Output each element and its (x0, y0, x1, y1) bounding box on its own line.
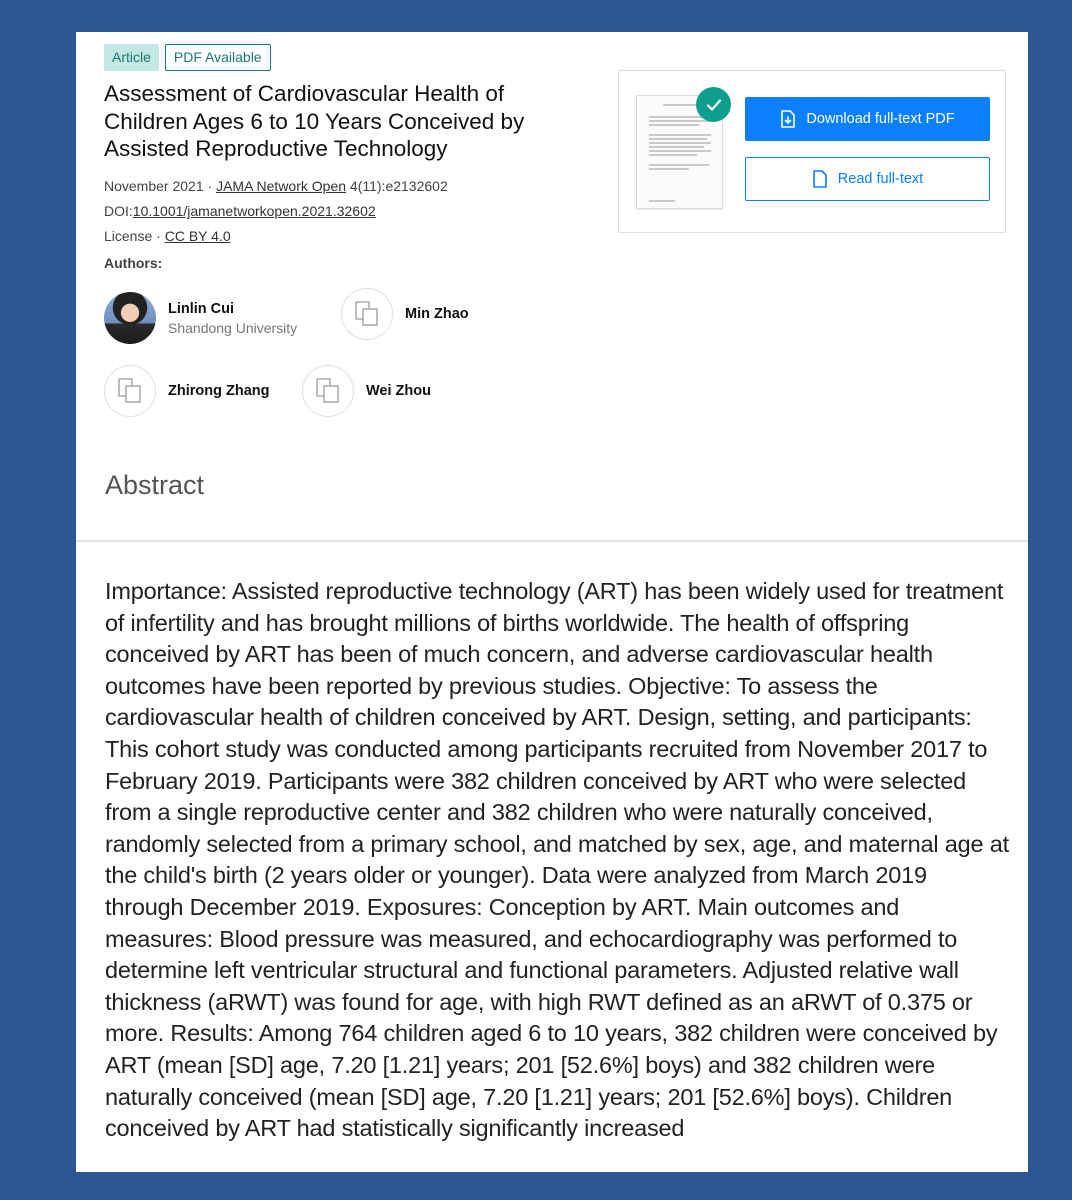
author-name[interactable]: Min Zhao (405, 306, 469, 322)
check-icon (705, 96, 723, 114)
meta-separator: · (203, 178, 217, 194)
author-item[interactable] (104, 292, 297, 344)
pdf-available-check (696, 87, 731, 122)
doi-label: DOI: (104, 203, 133, 219)
read-fulltext-label: Read full-text (837, 171, 924, 187)
read-fulltext-button[interactable] (745, 157, 990, 201)
placeholder-icon (314, 377, 342, 405)
author-name[interactable]: Linlin Cui (168, 300, 235, 317)
publication-date: November 2021 (104, 178, 204, 194)
article-type-badge: Article (104, 44, 159, 71)
author-avatar[interactable] (302, 365, 354, 417)
doi-line (104, 199, 584, 224)
publication-header (76, 32, 1028, 540)
placeholder-icon (116, 377, 144, 405)
license-line (104, 224, 584, 249)
file-icon (812, 170, 828, 188)
author-name[interactable]: Zhirong Zhang (168, 383, 270, 399)
placeholder-icon (353, 300, 381, 328)
publication-meta (104, 174, 584, 249)
publication-card (76, 32, 1028, 1172)
author-avatar[interactable] (341, 288, 393, 340)
license-link[interactable]: CC BY 4.0 (164, 228, 231, 244)
section-divider (76, 540, 1028, 542)
authors-label: Authors: (104, 255, 163, 271)
abstract-heading: Abstract (105, 470, 205, 500)
download-pdf-button[interactable] (745, 97, 990, 141)
author-name[interactable]: Wei Zhou (366, 383, 431, 399)
meta-separator: · (152, 228, 165, 244)
license-label: License (104, 228, 153, 244)
download-pdf-label: Download full-text PDF (806, 111, 955, 127)
badge-row (104, 44, 271, 71)
author-institution: Shandong University (168, 319, 298, 336)
author-avatar[interactable] (104, 365, 156, 417)
doi-link[interactable]: 10.1001/jamanetworkopen.2021.32602 (132, 203, 376, 219)
pdf-available-badge: PDF Available (165, 44, 271, 71)
fulltext-panel (618, 70, 1006, 233)
publication-date-line (104, 174, 584, 199)
author-item[interactable] (302, 365, 431, 417)
citation: 4(11):e2132602 (346, 178, 448, 194)
author-item[interactable] (104, 365, 269, 417)
publication-title: Assessment of Cardiovascular Health of Children Ages 6 to 10 Years Conceived by Assisted Reproductive Technology (104, 81, 525, 161)
file-download-icon (780, 110, 796, 128)
author-item[interactable] (341, 288, 469, 340)
abstract-text: Importance: Assisted reproductive technology (ART) has been widely used for treatment of infertility and has brought millions of births worldwide. The health of offspring conceived by ART has been of much concern, and adverse cardiovascular health outcomes have been reported by previous studies. Objective: To assess the cardiovascular health of children conceived by ART. Design, setting, and participants: This cohort study was conducted among participants recruited from November 2017 to February 2019. Participants were 382 children conceived by ART who were selected from a single reproductive center and 382 children who were naturally conceived, randomly selected from a primary school, and matched by sex, age, and maternal age at the child's birth (2 years older or younger). Data were analyzed from March 2019 through December 2019. Exposures: Conception by ART. Main outcomes and measures: Blood pressure was measured, and echocardiography was performed to determine left ventricular structural and functional parameters. Adjusted relative wall thickness (aRWT) was found for age, with high RWT defined as an aRWT of 0.375 or more. Results: Among 764 children aged 6 to 10 years, 382 children were conceived by ART (mean [SD] age, 7.20 [1.21] years; 201 [52.6%] boys) and 382 children were naturally conceived (mean [SD] age, 7.20 [1.21] years; 201 [52.6%] boys). Children conceived by ART had statistically significantly increased (105, 578, 1009, 1142)
journal-link[interactable]: JAMA Network Open (216, 178, 347, 194)
author-avatar-photo[interactable] (104, 292, 156, 344)
